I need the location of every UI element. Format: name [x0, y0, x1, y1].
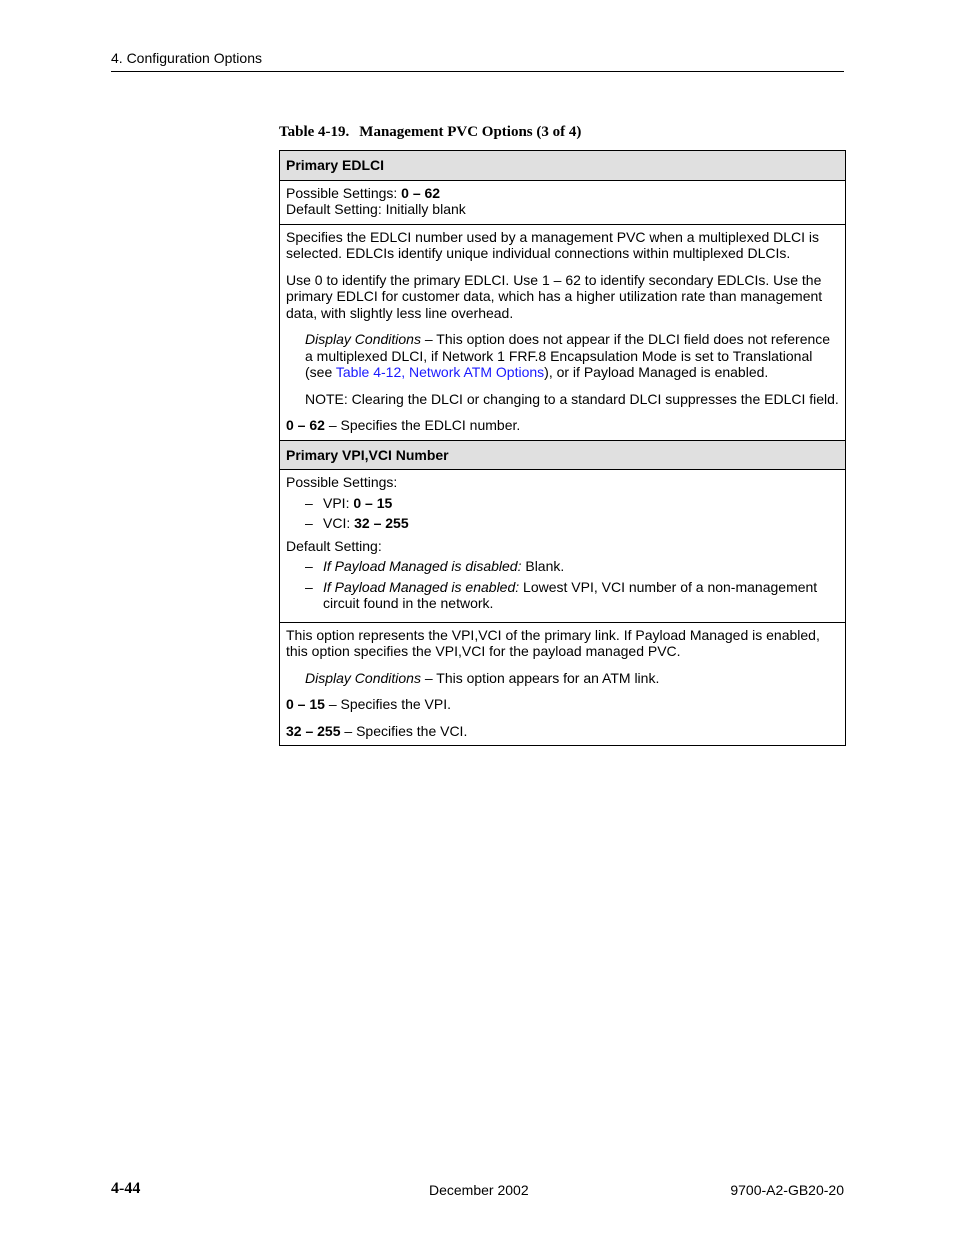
edlci-note: NOTE: Clearing the DLCI or changing to a standard DLCI suppresses the EDLCI field. [305, 390, 839, 407]
dash-bullet: – [305, 515, 313, 531]
vci-range [286, 723, 839, 740]
footer-doc-number: 9700-A2-GB20-20 [730, 1182, 844, 1198]
default-enabled-label: If Payload Managed is enabled: [323, 578, 520, 595]
network-atm-options-link[interactable]: Table 4-12, Network ATM Options [335, 364, 545, 380]
edlci-description-row [280, 224, 845, 440]
edlci-heading: Primary EDLCI [286, 157, 385, 173]
vpivci-possible-settings-label: Possible Settings: [286, 474, 398, 490]
dash-bullet: – [305, 558, 313, 574]
edlci-desc-1: Specifies the EDLCI number used by a management PVC when a multiplexed DLCI is selected. EDLCIs identify unique individual connections within multiplexed DLCIs. [286, 228, 820, 261]
list-item [286, 579, 839, 612]
range-text: – Specifies the EDLCI number. [324, 417, 521, 433]
running-header [111, 50, 844, 72]
display-text: – This option does not appear if the DLCI field does not reference a multiplexed DLCI, if Network 1 FRF.8 Encapsulation Mode is set to Translational (see [305, 331, 831, 380]
page-number: 4-44 [111, 1180, 141, 1197]
list-item [286, 515, 839, 532]
range-text: – Specifies the VPI. [324, 696, 452, 712]
list-item [286, 558, 839, 575]
range-value: 32 – 255 [286, 722, 341, 739]
range-text: – Specifies the VCI. [340, 722, 468, 739]
default-settings-list [286, 558, 839, 612]
dash-bullet: – [305, 494, 313, 511]
vpivci-desc: This option represents the VPI,VCI of the primary link. If Payload Managed is enabled, this option specifies the VPI,VCI for the payload managed PVC. [286, 626, 820, 659]
vpi-value: 0 – 15 [353, 494, 393, 511]
list-item [286, 495, 839, 512]
vpivci-heading: Primary VPI,VCI Number [286, 446, 449, 463]
footer-date: December 2002 [429, 1182, 529, 1198]
vpi-range [286, 696, 839, 713]
settings-value: 0 – 62 [401, 184, 441, 201]
options-table [279, 150, 846, 746]
edlci-settings-row [280, 180, 845, 224]
edlci-default-setting: Default Setting: Initially blank [286, 201, 466, 217]
table-number: Table 4-19. [279, 124, 350, 140]
range-value: 0 – 15 [286, 696, 325, 712]
display-text-end: ), or if Payload Managed is enabled. [544, 364, 769, 380]
default-enabled-text: Lowest VPI, VCI number of a non-management circuit found in the network. [323, 578, 818, 611]
display-text: – This option appears for an ATM link. [420, 669, 660, 686]
range-value: 0 – 62 [286, 417, 325, 433]
edlci-possible-settings [286, 185, 839, 202]
vpivci-description-row [280, 622, 845, 746]
display-conditions-label: Display Conditions [305, 669, 421, 686]
edlci-range [286, 417, 839, 434]
display-conditions-label: Display Conditions [305, 331, 421, 347]
vpi-label: VPI: [323, 494, 354, 511]
table-caption [279, 124, 581, 141]
table-title: Management PVC Options (3 of 4) [359, 124, 582, 140]
default-disabled-label: If Payload Managed is disabled: [323, 558, 522, 574]
vpivci-settings-row [280, 469, 845, 622]
settings-label: Possible Settings: [286, 184, 402, 201]
possible-settings-list [286, 495, 839, 532]
vpivci-display-conditions [286, 670, 839, 687]
section-title: 4. Configuration Options [111, 50, 262, 66]
vci-label: VCI: [323, 515, 355, 531]
vci-value: 32 – 255 [354, 515, 409, 531]
vpivci-default-label: Default Setting: [286, 537, 382, 554]
dash-bullet: – [305, 578, 313, 595]
edlci-heading-row [280, 151, 845, 180]
edlci-display-conditions [286, 331, 839, 381]
vpivci-heading-row [280, 440, 845, 470]
default-disabled-text: Blank. [521, 558, 565, 574]
edlci-desc-2: Use 0 to identify the primary EDLCI. Use 1 – 62 to identify secondary EDLCIs. Use the primary EDLCI for customer data, which has a higher utilization rate than management data, with slightly less line overhead. [286, 271, 823, 321]
